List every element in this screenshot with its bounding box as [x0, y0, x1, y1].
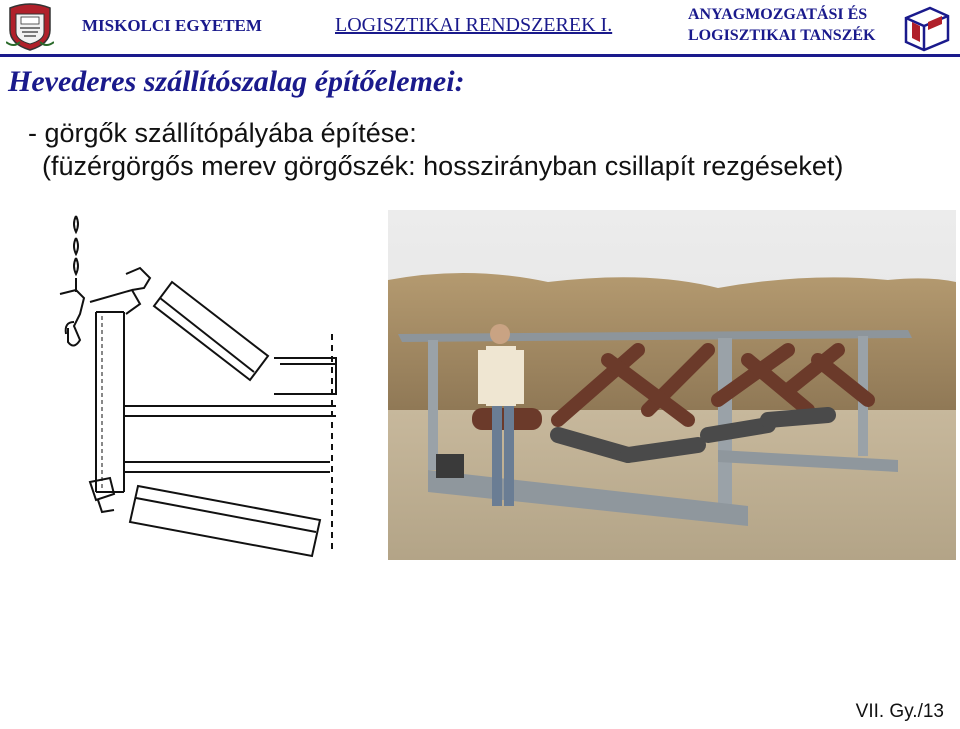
- sub-text: (füzérgörgős merev görgőszék: hosszirányban csillapít rezgéseket): [42, 151, 844, 181]
- roller-station-drawing: [40, 194, 352, 576]
- slide-title: Hevederes szállítószalag építőelemei:: [8, 65, 465, 98]
- department-name-line2: LOGISZTIKAI TANSZÉK: [688, 27, 876, 44]
- bullet-text: - görgők szállítópályába építése:: [28, 118, 417, 148]
- university-name: MISKOLCI EGYETEM: [82, 16, 262, 35]
- department-cube-logo-icon: [900, 4, 952, 52]
- department-name-line1: ANYAGMOZGATÁSI ÉS: [688, 6, 868, 23]
- page-number: VII. Gy./13: [855, 701, 944, 722]
- header-divider: [0, 54, 960, 57]
- course-title: LOGISZTIKAI RENDSZEREK I.: [335, 14, 613, 36]
- roller-station-photo: [388, 210, 956, 560]
- university-crest-icon: [6, 2, 54, 52]
